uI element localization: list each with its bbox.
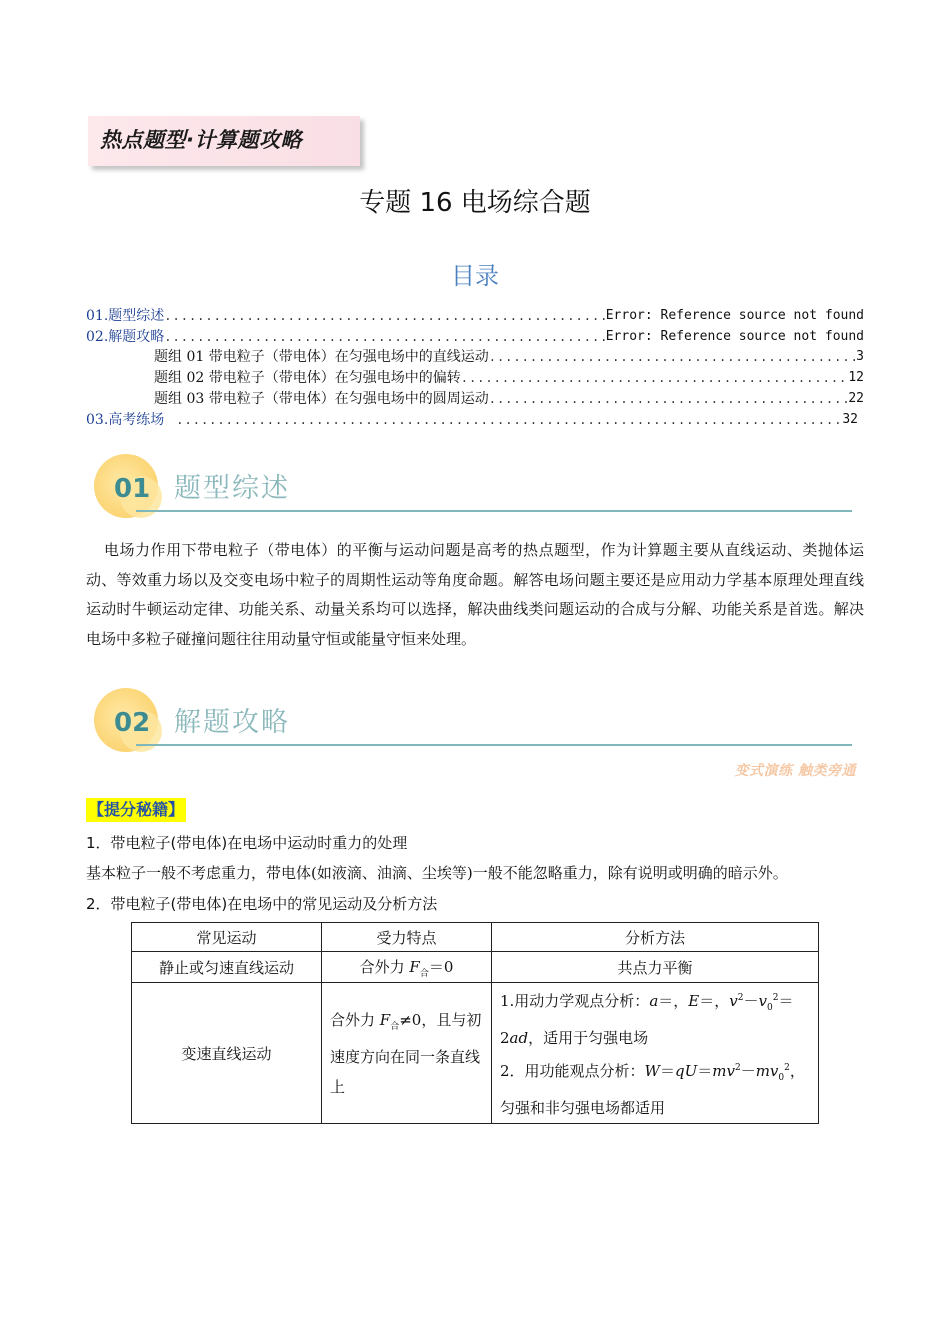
table-header-row xyxy=(132,923,819,952)
toc-leader xyxy=(489,389,849,409)
motion-analysis-table xyxy=(131,922,819,1124)
toc-item-page: Error: Reference source not found xyxy=(605,308,864,323)
method-cell: 共点力平衡 xyxy=(492,952,819,983)
toc-leader xyxy=(176,410,842,430)
topic-badge xyxy=(88,116,360,166)
table-row xyxy=(132,983,819,1124)
point-1-body: 基本粒子一般不考虑重力，带电体(如液滴、油滴、尘埃等)一般不能忽略重力，除有说明或明确的暗示外。 xyxy=(86,864,788,882)
force-cell: 合外力 $F_合\ne 0$，且与初速度方向在同一条直线上 xyxy=(322,983,492,1124)
overview-paragraph: 电场力作用下带电粒子（带电体）的平衡与运动问题是高考的热点题型，作为计算题主要从直线运动、类抛体运动、等效重力场以及交变电场中粒子的周期性运动等角度命题。解答电场问题主要还是应用动力学基本原理处理直线运动时牛顿运动定律、功能关系、动量关系均可以选择，解决曲线类问题运动的合成与分解、功能关系是首选。解决电场中多粒子碰撞问题往往用动量守恒或能量守恒来处理。 xyxy=(86,541,864,648)
section-header-strategy xyxy=(90,688,852,758)
toc-item-label[interactable]: 02.解题攻略 xyxy=(86,329,165,345)
toc-item-label[interactable]: 题组 01 带电粒子（带电体）在匀强电场中的直线运动 xyxy=(154,349,489,365)
toc-item-label[interactable]: 题组 02 带电粒子（带电体）在匀强电场中的偏转 xyxy=(154,370,461,386)
toc-item-label[interactable]: 03.高考练场 xyxy=(86,412,165,428)
toc-item[interactable] xyxy=(154,368,864,388)
method-line-energy: 2．用功能观点分析：$W=qU=mv^2-mv_0^2$，匀强和非匀强电场都适用 xyxy=(500,1062,805,1117)
section-rule xyxy=(136,744,852,746)
force-cell: 合外力 $F_合=0$ xyxy=(322,952,492,983)
table-header-cell: 分析方法 xyxy=(492,923,819,952)
motion-cell: 变速直线运动 xyxy=(132,983,322,1124)
toc-heading: 目录 xyxy=(451,262,499,290)
toc-item[interactable] xyxy=(154,389,864,409)
tip-label: 【提分秘籍】 xyxy=(86,798,186,822)
toc-leader xyxy=(164,306,605,326)
table-header-cell: 常见运动 xyxy=(132,923,322,952)
section-title: 解题攻略 xyxy=(174,707,290,738)
toc-leader xyxy=(164,327,605,347)
motion-cell: 静止或匀速直线运动 xyxy=(132,952,322,983)
toc-item-page: 12 xyxy=(848,370,864,385)
table-header-cell: 受力特点 xyxy=(322,923,492,952)
section-title: 题型综述 xyxy=(174,473,290,504)
toc-item[interactable] xyxy=(86,327,864,347)
toc-item-page: 32 xyxy=(842,412,858,427)
section-number: 02 xyxy=(114,708,151,738)
toc-item-page: 22 xyxy=(848,391,864,406)
topic-badge-label: 热点题型·计算题攻略 xyxy=(100,128,302,152)
toc-leader xyxy=(489,347,856,367)
point-1-title: 1．带电粒子(带电体)在电场中运动时重力的处理 xyxy=(86,834,408,852)
toc-item-label[interactable]: 01.题型综述 xyxy=(86,308,165,324)
toc-leader xyxy=(461,368,849,388)
toc-item[interactable] xyxy=(154,347,864,367)
toc-item[interactable] xyxy=(86,410,858,430)
toc-item-page: Error: Reference source not found xyxy=(605,329,864,344)
toc-item-page: 3 xyxy=(856,349,864,364)
section-header-overview xyxy=(90,454,852,524)
table-row xyxy=(132,952,819,983)
toc-item-label[interactable]: 题组 03 带电粒子（带电体）在匀强电场中的圆周运动 xyxy=(154,391,489,407)
point-2-title: 2．带电粒子(带电体)在电场中的常见运动及分析方法 xyxy=(86,895,438,913)
page-title: 专题 16 电场综合题 xyxy=(359,188,591,218)
section-number: 01 xyxy=(114,474,151,504)
section-tagline: 变式演练 触类旁通 xyxy=(734,763,856,779)
toc-item[interactable] xyxy=(86,306,864,326)
method-line-dynamics: 1.用动力学观点分析：a＝，E＝，$v^2-v_0^2=2ad$，适用于匀强电场 xyxy=(500,992,794,1047)
method-cell xyxy=(492,983,819,1124)
section-rule xyxy=(136,510,852,512)
